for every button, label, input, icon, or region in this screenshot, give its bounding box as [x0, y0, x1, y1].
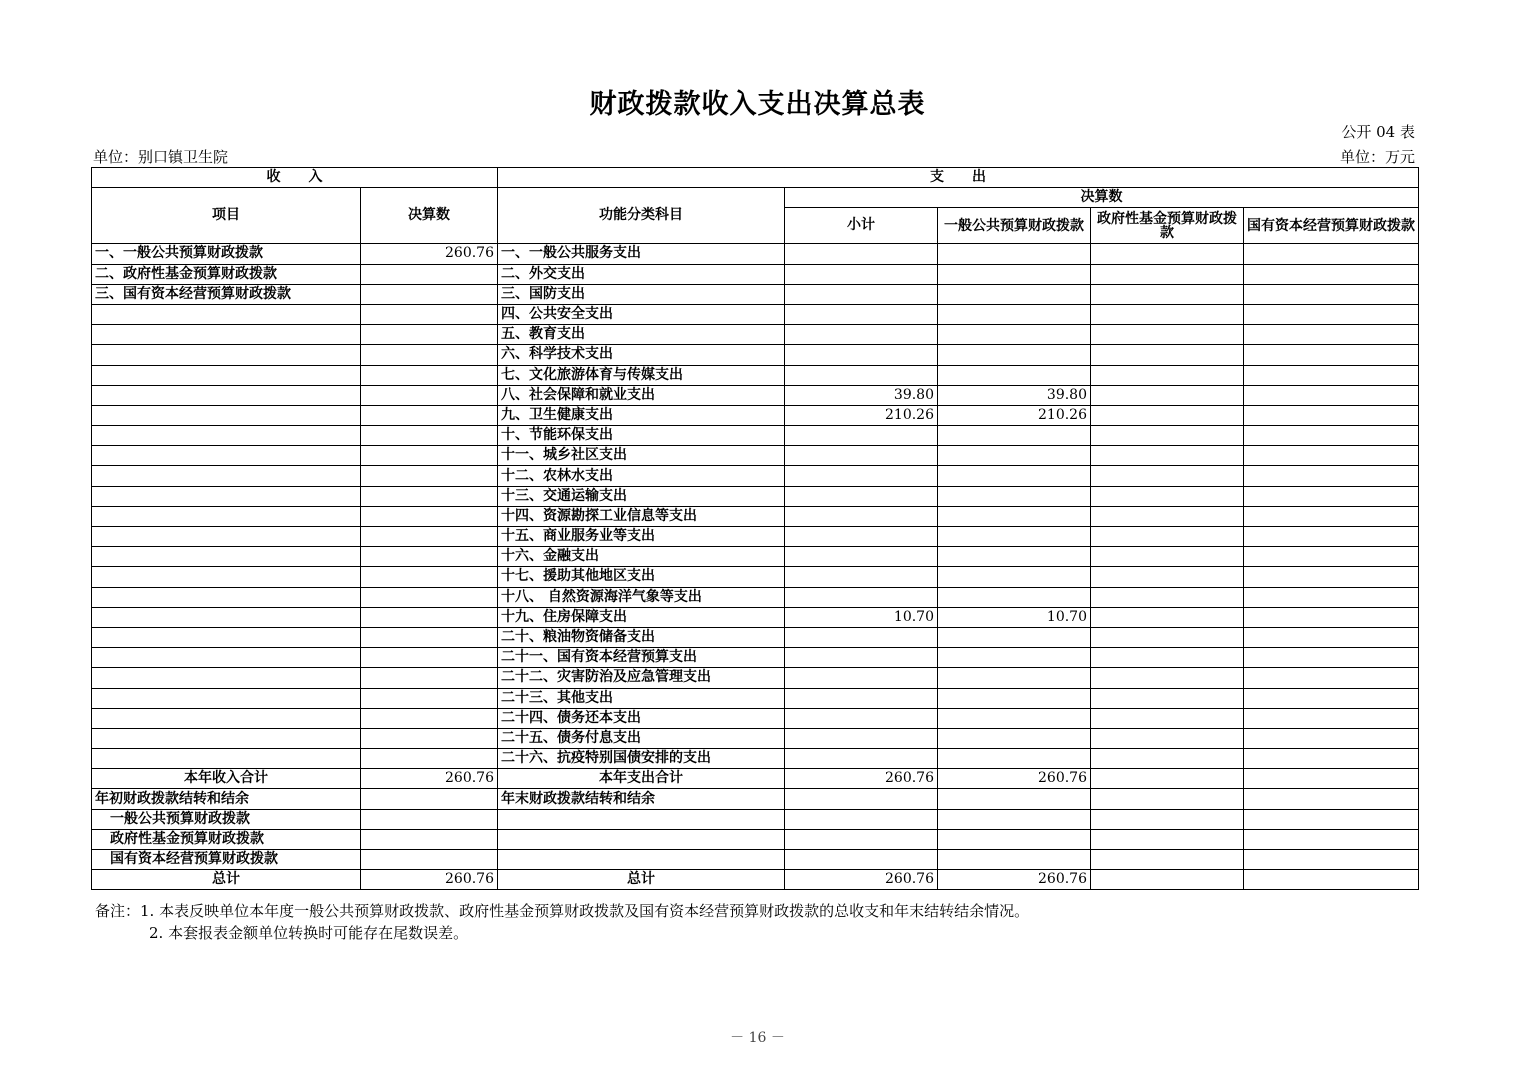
expense-header: 支 出	[498, 168, 1419, 188]
expense-subject: 十七、援助其他地区支出	[498, 567, 785, 587]
expense-gov-fund	[1091, 264, 1244, 284]
expense-subject: 二、外交支出	[498, 264, 785, 284]
expense-subtotal	[785, 325, 938, 345]
expense-subtotal	[785, 668, 938, 688]
item-header: 项目	[92, 188, 361, 244]
expense-general	[938, 446, 1091, 466]
year-expense-general: 260.76	[938, 769, 1091, 789]
income-item: 一、一般公共预算财政拨款	[92, 244, 361, 264]
expense-general	[938, 304, 1091, 324]
year-income-value: 260.76	[361, 769, 498, 789]
expense-general	[938, 627, 1091, 647]
expense-general: 10.70	[938, 607, 1091, 627]
expense-subject: 一、一般公共服务支出	[498, 244, 785, 264]
expense-general	[938, 547, 1091, 567]
expense-state-capital	[1244, 547, 1419, 567]
expense-subtotal	[785, 587, 938, 607]
expense-state-capital	[1244, 345, 1419, 365]
table-row	[92, 668, 1419, 688]
income-amount	[361, 567, 498, 587]
income-amount	[361, 365, 498, 385]
expense-subject: 二十一、国有资本经营预算支出	[498, 648, 785, 668]
carryover-gov-fund-row	[92, 829, 1419, 849]
table-row	[92, 627, 1419, 647]
expense-gov-fund	[1091, 466, 1244, 486]
expense-gov-fund	[1091, 486, 1244, 506]
empty-cell	[361, 829, 498, 849]
expense-subject: 二十三、其他支出	[498, 688, 785, 708]
expense-subject: 十、节能环保支出	[498, 426, 785, 446]
income-amount	[361, 304, 498, 324]
expense-gov-fund	[1091, 405, 1244, 425]
begin-general-label: 一般公共预算财政拨款	[92, 809, 361, 829]
header-row-1	[92, 168, 1419, 188]
table-row	[92, 244, 1419, 264]
expense-subject: 九、卫生健康支出	[498, 405, 785, 425]
income-amount	[361, 466, 498, 486]
expense-general	[938, 668, 1091, 688]
empty-cell	[1091, 809, 1244, 829]
empty-cell	[1244, 829, 1419, 849]
expense-state-capital	[1244, 688, 1419, 708]
income-amount	[361, 668, 498, 688]
income-amount	[361, 527, 498, 547]
expense-general	[938, 244, 1091, 264]
empty-cell	[1091, 789, 1244, 809]
expense-state-capital	[1244, 486, 1419, 506]
expense-general	[938, 648, 1091, 668]
income-item	[92, 668, 361, 688]
empty-cell	[361, 850, 498, 870]
empty-cell	[938, 789, 1091, 809]
expense-state-capital	[1244, 527, 1419, 547]
empty-cell	[1091, 850, 1244, 870]
grand-income-label: 总计	[92, 870, 361, 890]
empty-cell	[1244, 870, 1419, 890]
table-row	[92, 264, 1419, 284]
expense-gov-fund	[1091, 728, 1244, 748]
carryover-general-row	[92, 809, 1419, 829]
income-item	[92, 749, 361, 769]
empty-cell	[1091, 769, 1244, 789]
grand-expense-general: 260.76	[938, 870, 1091, 890]
income-item	[92, 587, 361, 607]
expense-general	[938, 466, 1091, 486]
empty-cell	[785, 789, 938, 809]
year-expense-label: 本年支出合计	[498, 769, 785, 789]
empty-cell	[1091, 870, 1244, 890]
begin-gov-fund-label: 政府性基金预算财政拨款	[92, 829, 361, 849]
gov-fund-header: 政府性基金预算财政拨款	[1091, 208, 1244, 244]
table-row	[92, 708, 1419, 728]
expense-subtotal	[785, 527, 938, 547]
expense-general	[938, 264, 1091, 284]
expense-general	[938, 708, 1091, 728]
expense-subtotal	[785, 446, 938, 466]
income-item	[92, 385, 361, 405]
table-row	[92, 728, 1419, 748]
income-item	[92, 567, 361, 587]
expense-state-capital	[1244, 284, 1419, 304]
expense-subject: 十四、资源勘探工业信息等支出	[498, 506, 785, 526]
expense-general	[938, 527, 1091, 547]
expense-subtotal	[785, 426, 938, 446]
empty-cell	[785, 829, 938, 849]
expense-subtotal	[785, 708, 938, 728]
expense-gov-fund	[1091, 284, 1244, 304]
income-amount	[361, 345, 498, 365]
expense-gov-fund	[1091, 506, 1244, 526]
income-amount	[361, 385, 498, 405]
organization-unit: 单位：别口镇卫生院	[93, 148, 229, 166]
income-item	[92, 325, 361, 345]
income-item	[92, 446, 361, 466]
income-item	[92, 426, 361, 446]
expense-general	[938, 567, 1091, 587]
expense-subtotal	[785, 749, 938, 769]
note-line-1: 备注：1. 本表反映单位本年度一般公共预算财政拨款、政府性基金预算财政拨款及国有资本经营预算财政拨款的总收支和年末结转结余情况。	[95, 902, 1030, 920]
expense-general: 210.26	[938, 405, 1091, 425]
expense-subtotal	[785, 345, 938, 365]
expense-subtotal: 39.80	[785, 385, 938, 405]
income-amount	[361, 607, 498, 627]
expense-general	[938, 688, 1091, 708]
empty-cell	[1091, 829, 1244, 849]
expense-subtotal	[785, 264, 938, 284]
table-row	[92, 547, 1419, 567]
expense-state-capital	[1244, 264, 1419, 284]
table-row	[92, 446, 1419, 466]
grand-total-row	[92, 870, 1419, 890]
expense-subtotal	[785, 728, 938, 748]
expense-state-capital	[1244, 446, 1419, 466]
carryover-state-capital-row	[92, 850, 1419, 870]
expense-state-capital	[1244, 304, 1419, 324]
expense-state-capital	[1244, 405, 1419, 425]
year-expense-subtotal: 260.76	[785, 769, 938, 789]
income-item	[92, 506, 361, 526]
empty-cell	[785, 850, 938, 870]
state-capital-header: 国有资本经营预算财政拨款	[1244, 208, 1419, 244]
general-budget-header: 一般公共预算财政拨款	[938, 208, 1091, 244]
empty-cell	[1244, 850, 1419, 870]
table-row	[92, 688, 1419, 708]
expense-subtotal	[785, 648, 938, 668]
income-item	[92, 405, 361, 425]
expense-general	[938, 325, 1091, 345]
income-amount	[361, 446, 498, 466]
expense-gov-fund	[1091, 567, 1244, 587]
table-row	[92, 284, 1419, 304]
notes	[95, 900, 1029, 944]
table-row	[92, 385, 1419, 405]
income-item: 三、国有资本经营预算财政拨款	[92, 284, 361, 304]
expense-subject: 六、科学技术支出	[498, 345, 785, 365]
expense-subject: 二十、粮油物资储备支出	[498, 627, 785, 647]
expense-subtotal	[785, 466, 938, 486]
header-row-2	[92, 188, 1419, 208]
expense-subtotal	[785, 506, 938, 526]
table-row	[92, 567, 1419, 587]
expense-general	[938, 426, 1091, 446]
table-row	[92, 607, 1419, 627]
expense-state-capital	[1244, 648, 1419, 668]
table-row	[92, 466, 1419, 486]
table-row	[92, 426, 1419, 446]
expense-subtotal	[785, 486, 938, 506]
expense-state-capital	[1244, 466, 1419, 486]
final-amount-header: 决算数	[785, 188, 1419, 208]
expense-gov-fund	[1091, 304, 1244, 324]
expense-general	[938, 749, 1091, 769]
end-carryover-label: 年末财政拨款结转和结余	[498, 789, 785, 809]
expense-subtotal	[785, 244, 938, 264]
expense-gov-fund	[1091, 426, 1244, 446]
income-item	[92, 527, 361, 547]
subtotal-header: 小计	[785, 208, 938, 244]
income-item	[92, 365, 361, 385]
expense-gov-fund	[1091, 345, 1244, 365]
expense-state-capital	[1244, 426, 1419, 446]
expense-gov-fund	[1091, 446, 1244, 466]
grand-expense-subtotal: 260.76	[785, 870, 938, 890]
income-amount	[361, 627, 498, 647]
expense-state-capital	[1244, 708, 1419, 728]
expense-subject: 十五、商业服务业等支出	[498, 527, 785, 547]
income-amount	[361, 749, 498, 769]
income-item	[92, 688, 361, 708]
table-row	[92, 648, 1419, 668]
expense-subject: 二十二、灾害防治及应急管理支出	[498, 668, 785, 688]
grand-income-value: 260.76	[361, 870, 498, 890]
empty-cell	[498, 829, 785, 849]
table-row	[92, 749, 1419, 769]
year-income-label: 本年收入合计	[92, 769, 361, 789]
income-item	[92, 648, 361, 668]
income-amount	[361, 688, 498, 708]
func-subject-header: 功能分类科目	[498, 188, 785, 244]
expense-state-capital	[1244, 506, 1419, 526]
expense-gov-fund	[1091, 749, 1244, 769]
expense-gov-fund	[1091, 607, 1244, 627]
expense-gov-fund	[1091, 547, 1244, 567]
expense-subject: 十九、住房保障支出	[498, 607, 785, 627]
begin-carryover-label: 年初财政拨款结转和结余	[92, 789, 361, 809]
grand-expense-label: 总计	[498, 870, 785, 890]
income-amount	[361, 648, 498, 668]
empty-cell	[361, 809, 498, 829]
income-amount	[361, 325, 498, 345]
expense-state-capital	[1244, 627, 1419, 647]
income-amount	[361, 405, 498, 425]
expense-gov-fund	[1091, 708, 1244, 728]
income-amount	[361, 284, 498, 304]
income-item	[92, 304, 361, 324]
income-item	[92, 708, 361, 728]
expense-state-capital	[1244, 325, 1419, 345]
expense-gov-fund	[1091, 668, 1244, 688]
expense-state-capital	[1244, 365, 1419, 385]
empty-cell	[938, 850, 1091, 870]
page-number: － 16 －	[730, 1030, 785, 1046]
table-row	[92, 486, 1419, 506]
expense-subject: 十六、金融支出	[498, 547, 785, 567]
expense-gov-fund	[1091, 244, 1244, 264]
income-item	[92, 547, 361, 567]
empty-cell	[1244, 809, 1419, 829]
income-item	[92, 607, 361, 627]
expense-gov-fund	[1091, 325, 1244, 345]
expense-state-capital	[1244, 728, 1419, 748]
income-amount	[361, 506, 498, 526]
year-total-row	[92, 769, 1419, 789]
table-row	[92, 405, 1419, 425]
expense-subtotal: 210.26	[785, 405, 938, 425]
expense-gov-fund	[1091, 587, 1244, 607]
expense-general	[938, 284, 1091, 304]
income-amount	[361, 728, 498, 748]
expense-state-capital	[1244, 749, 1419, 769]
expense-general	[938, 506, 1091, 526]
income-item	[92, 627, 361, 647]
expense-general	[938, 587, 1091, 607]
expense-state-capital	[1244, 668, 1419, 688]
expense-subject: 十一、城乡社区支出	[498, 446, 785, 466]
income-item	[92, 486, 361, 506]
expense-subject: 四、公共安全支出	[498, 304, 785, 324]
expense-subject: 二十四、债务还本支出	[498, 708, 785, 728]
page-title: 财政拨款收入支出决算总表	[589, 89, 926, 120]
expense-subtotal	[785, 304, 938, 324]
expense-gov-fund	[1091, 648, 1244, 668]
empty-cell	[785, 809, 938, 829]
expense-gov-fund	[1091, 527, 1244, 547]
empty-cell	[361, 789, 498, 809]
form-number: 公开 04 表	[1341, 123, 1415, 141]
table-row	[92, 345, 1419, 365]
expense-subtotal	[785, 688, 938, 708]
table-row	[92, 365, 1419, 385]
expense-state-capital	[1244, 607, 1419, 627]
income-item	[92, 728, 361, 748]
income-amount	[361, 264, 498, 284]
income-item: 二、政府性基金预算财政拨款	[92, 264, 361, 284]
income-amount	[361, 486, 498, 506]
expense-subject: 二十六、抗疫特别国债安排的支出	[498, 749, 785, 769]
income-amount	[361, 708, 498, 728]
expense-gov-fund	[1091, 688, 1244, 708]
income-item	[92, 466, 361, 486]
expense-general	[938, 728, 1091, 748]
income-item	[92, 345, 361, 365]
expense-gov-fund	[1091, 627, 1244, 647]
expense-gov-fund	[1091, 365, 1244, 385]
begin-state-capital-label: 国有资本经营预算财政拨款	[92, 850, 361, 870]
note-line-2: 2. 本套报表金额单位转换时可能存在尾数误差。	[149, 924, 469, 942]
income-amount: 260.76	[361, 244, 498, 264]
income-amount	[361, 426, 498, 446]
expense-subject: 二十五、债务付息支出	[498, 728, 785, 748]
expense-subtotal	[785, 547, 938, 567]
income-header: 收 入	[92, 168, 498, 188]
expense-subject: 十三、交通运输支出	[498, 486, 785, 506]
expense-subject: 七、文化旅游体育与传媒支出	[498, 365, 785, 385]
table-row	[92, 527, 1419, 547]
amount-header: 决算数	[361, 188, 498, 244]
currency-unit: 单位：万元	[1339, 148, 1415, 166]
empty-cell	[1244, 769, 1419, 789]
expense-subject: 十八、 自然资源海洋气象等支出	[498, 587, 785, 607]
empty-cell	[498, 850, 785, 870]
expense-subject: 三、国防支出	[498, 284, 785, 304]
expense-subtotal	[785, 627, 938, 647]
table-row	[92, 325, 1419, 345]
expense-general	[938, 486, 1091, 506]
expense-gov-fund	[1091, 385, 1244, 405]
expense-subtotal: 10.70	[785, 607, 938, 627]
expense-subject: 八、社会保障和就业支出	[498, 385, 785, 405]
table-row	[92, 506, 1419, 526]
expense-general: 39.80	[938, 385, 1091, 405]
expense-subject: 五、教育支出	[498, 325, 785, 345]
empty-cell	[1244, 789, 1419, 809]
income-amount	[361, 587, 498, 607]
table-row	[92, 304, 1419, 324]
expense-state-capital	[1244, 244, 1419, 264]
expense-state-capital	[1244, 385, 1419, 405]
expense-subject: 十二、农林水支出	[498, 466, 785, 486]
expense-subtotal	[785, 567, 938, 587]
table-row	[92, 587, 1419, 607]
empty-cell	[938, 829, 1091, 849]
budget-table	[91, 167, 1419, 890]
income-amount	[361, 547, 498, 567]
expense-general	[938, 345, 1091, 365]
expense-subtotal	[785, 365, 938, 385]
empty-cell	[938, 809, 1091, 829]
expense-state-capital	[1244, 587, 1419, 607]
expense-general	[938, 365, 1091, 385]
expense-subtotal	[785, 284, 938, 304]
empty-cell	[498, 809, 785, 829]
expense-state-capital	[1244, 567, 1419, 587]
carryover-row	[92, 789, 1419, 809]
